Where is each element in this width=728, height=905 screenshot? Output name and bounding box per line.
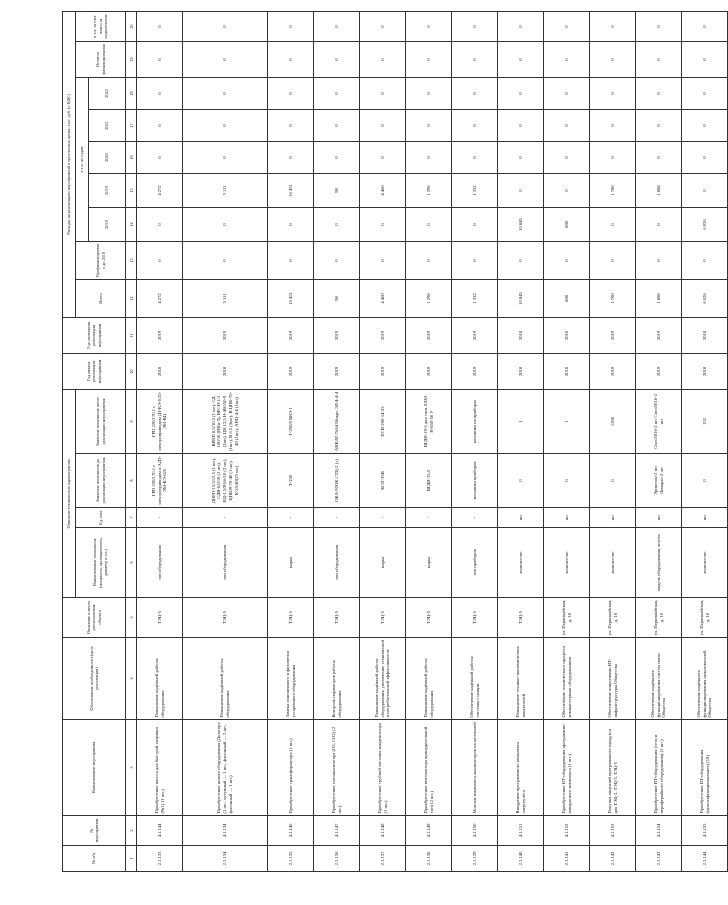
row-remaining: 0 <box>682 42 728 78</box>
row-2019: 4 460 <box>360 174 406 208</box>
row-number: 2.1.135 <box>268 846 314 872</box>
header-tech-param-name: Наименование показателя (мощность, протяженность, диаметр и т.п.) <box>76 528 126 598</box>
row-year-end: 2019 <box>183 318 268 354</box>
row-connection: 0 <box>636 11 682 41</box>
row-param-name: марка <box>268 528 314 598</box>
row-2021: 0 <box>498 110 544 142</box>
row-total: 688 <box>544 280 590 318</box>
header-year-2022: 2022 <box>89 78 126 110</box>
row-unit: - <box>452 508 498 528</box>
column-number: 13 <box>126 242 137 280</box>
header-name: Наименование мероприятия <box>63 720 126 816</box>
row-2020: 0 <box>406 142 452 174</box>
row-justification: Повышение надёжной работы оборудования <box>137 638 183 720</box>
row-before: ОКА-92ОК СТЦ-2 (т) <box>314 454 360 508</box>
row-before: механика приборов <box>452 454 498 508</box>
row-param-name: тип оборудования <box>314 528 360 598</box>
row-2021: 0 <box>183 110 268 142</box>
row-2018: 0 <box>636 208 682 242</box>
row-2019: 3 111 <box>183 174 268 208</box>
row-unit: - <box>137 508 183 528</box>
row-year-end: 2018 <box>498 318 544 354</box>
column-number: 5 <box>126 598 137 638</box>
row-before: КСП-35В <box>360 454 406 508</box>
row-total: 1 332 <box>452 280 498 318</box>
table-row <box>636 11 682 871</box>
table-row <box>268 11 314 871</box>
row-2021: 0 <box>137 110 183 142</box>
column-number: 20 <box>126 11 137 41</box>
header-code: № мероприятия <box>63 816 126 846</box>
row-number: 2.1.144 <box>682 846 728 872</box>
row-remaining: 0 <box>360 42 406 78</box>
row-financed-before: 0 <box>590 242 636 280</box>
row-remaining: 0 <box>314 42 360 78</box>
row-financed-before: 0 <box>314 242 360 280</box>
header-location: Описание и место расположения объекта <box>63 598 126 638</box>
row-name: Приобретение трансформатора (1 шт.) <box>268 720 314 816</box>
row-remaining: 0 <box>137 42 183 78</box>
header-year-2019: 2019 <box>89 174 126 208</box>
row-year-end: 2019 <box>452 318 498 354</box>
row-year-start: 2019 <box>268 354 314 390</box>
column-number-row <box>126 11 137 871</box>
row-connection: 0 <box>183 11 268 41</box>
row-2018: 0 <box>360 208 406 242</box>
row-before: Т-250 <box>268 454 314 508</box>
row-financed-before: 0 <box>636 242 682 280</box>
row-2021: 0 <box>360 110 406 142</box>
row-connection: 0 <box>544 11 590 41</box>
header-year-2020: 2020 <box>89 142 126 174</box>
row-param-name: тип оборудования <box>183 528 268 598</box>
row-2020: 0 <box>137 142 183 174</box>
table-row <box>498 11 544 871</box>
row-before: ГРП 220/170.1 с электроприводом и АДЗ-ЭМ-КЭ-025 <box>137 454 183 508</box>
row-param-name: количество <box>544 528 590 598</box>
header-tech-before: Значение показателя до реализации мероприятия <box>76 454 126 508</box>
row-2018: 0 <box>406 208 452 242</box>
row-code: 4.1.155 <box>682 816 728 846</box>
header-remaining: Остаток финансирования <box>76 42 126 78</box>
header-year-end: Год окончания реализации мероприятия <box>63 318 126 354</box>
row-2022: 0 <box>636 78 682 110</box>
row-number: 2.1.133 <box>137 846 183 872</box>
table-body <box>137 11 728 871</box>
row-name: Приобретение трубной системы конденсатора (1 шт.) <box>360 720 406 816</box>
column-number: 16 <box>126 142 137 174</box>
row-2021: 0 <box>314 110 360 142</box>
row-location: ТЭЦ-5 <box>183 598 268 638</box>
row-remaining: 0 <box>268 42 314 78</box>
row-financed-before: 0 <box>183 242 268 280</box>
row-param-name: тип приборов <box>452 528 498 598</box>
row-name: Приобретение ИТ-оборудования программно-аппаратного комплекса (1 шт.) <box>544 720 590 816</box>
row-financed-before: 0 <box>682 242 728 280</box>
row-2020: 0 <box>590 142 636 174</box>
row-after: ВРНП 8,5/10,5 (1 шт), СД 160/10 (ННн-3), ВРСН-1/1 (2шт), ЦН 12,5 Н-400/50-9 (1шт), В 6,5 (3шт), В ЦНК-70-40 (1шт), АНЦ-4-4 (1шт) <box>183 390 268 454</box>
row-2021: 0 <box>268 110 314 142</box>
row-number: 2.1.138 <box>406 846 452 872</box>
row-name: Приобретение ИТ-оборудования (мультифункциональное) (18) <box>682 720 728 816</box>
row-2018: 6 026 <box>682 208 728 242</box>
column-number: 15 <box>126 174 137 208</box>
header-incl-connection: в т.ч. за счет платы за подключение <box>76 11 126 41</box>
column-number: 18 <box>126 78 137 110</box>
column-number: 8 <box>126 454 137 508</box>
row-2018: 0 <box>137 208 183 242</box>
row-2020: 0 <box>498 142 544 174</box>
table-row <box>452 11 498 871</box>
row-unit: шт <box>636 508 682 528</box>
row-year-end: 2019 <box>590 318 636 354</box>
row-2018: 0 <box>452 208 498 242</box>
row-after: ПСВ-200-14-23 <box>360 390 406 454</box>
row-before: ВГДН-15,5 <box>406 454 452 508</box>
row-unit: - <box>183 508 268 528</box>
row-2020: 0 <box>183 142 268 174</box>
row-2021: 0 <box>682 110 728 142</box>
column-number: 14 <box>126 208 137 242</box>
row-number: 2.1.143 <box>636 846 682 872</box>
row-param-name: модель оборудования, кол-во <box>636 528 682 598</box>
row-name: Приобретение вентилятора принудительной тяги (2 шт.) <box>406 720 452 816</box>
row-year-end: 2019 <box>360 318 406 354</box>
row-2021: 0 <box>452 110 498 142</box>
row-code: 4.1.147 <box>314 816 360 846</box>
row-after: ВГДН-19-5 для тяги АХМ Н-850-50 У <box>406 390 452 454</box>
row-year-start: 2019 <box>360 354 406 390</box>
row-justification: Повышение надёжной работы оборудования <box>183 638 268 720</box>
row-remaining: 0 <box>544 42 590 78</box>
row-2019: 98 <box>314 174 360 208</box>
row-justification: Обеспечение надёжной работы системы станции <box>452 638 498 720</box>
row-after: Т-250/0 ВЯЭ-1 <box>268 390 314 454</box>
column-number: 1 <box>126 846 137 872</box>
row-year-end: 2018 <box>682 318 728 354</box>
row-after: 1 <box>544 390 590 454</box>
row-number: 2.1.134 <box>183 846 268 872</box>
row-justification: Повышение надёжной работы оборудования <box>406 638 452 720</box>
table-row <box>406 11 452 871</box>
row-total: 98 <box>314 280 360 318</box>
row-justification: Обеспечение надёжного функционирования пользователей Общества <box>682 638 728 720</box>
row-location: ТЭЦ-5 <box>452 598 498 638</box>
header-justification: Обоснование необходимости (цель реализации) <box>63 638 126 720</box>
row-after: механика на приборах <box>452 390 498 454</box>
row-2022: 0 <box>590 78 636 110</box>
rotated-document-page <box>62 14 713 872</box>
row-2019: 1 780 <box>590 174 636 208</box>
table-row <box>137 11 183 871</box>
row-location: ул. Первомайская, д. 10 <box>682 598 728 638</box>
row-after: ГРП 220/170.1 с электроприводом ДЗ-КЭ-0,55-ЭМ-ВЦ <box>137 390 183 454</box>
row-unit: шт <box>590 508 636 528</box>
row-2018: 0 <box>314 208 360 242</box>
table-row <box>360 11 406 871</box>
row-total: 6 026 <box>682 280 728 318</box>
row-justification: Замена изношенного и физически устаревшего оборудования <box>268 638 314 720</box>
row-justification: Обеспечение лицензиями ИТ-инфраструктуры Общества <box>590 638 636 720</box>
row-connection: 0 <box>452 11 498 41</box>
row-number: 2.1.136 <box>314 846 360 872</box>
row-2022: 0 <box>498 78 544 110</box>
row-number: 2.1.137 <box>360 846 406 872</box>
row-year-end: 2019 <box>636 318 682 354</box>
row-name: Внедрение программного комплекса энергоучёта <box>498 720 544 816</box>
row-2020: 0 <box>452 142 498 174</box>
row-justification: Обеспечение технического процесса компьютерным оборудованием <box>544 638 590 720</box>
row-total: 16 451 <box>268 280 314 318</box>
row-2022: 0 <box>360 78 406 110</box>
column-number: 7 <box>126 508 137 528</box>
row-param-name: количество <box>498 528 544 598</box>
row-year-start: 2018 <box>137 354 183 390</box>
row-2021: 0 <box>590 110 636 142</box>
row-number: 2.1.139 <box>452 846 498 872</box>
row-unit: - <box>268 508 314 528</box>
row-2019: 1 332 <box>452 174 498 208</box>
row-unit: шт <box>498 508 544 528</box>
row-2022: 0 <box>682 78 728 110</box>
row-2020: 0 <box>360 142 406 174</box>
table-row <box>590 11 636 871</box>
row-year-start: 2018 <box>544 354 590 390</box>
row-number: 2.1.142 <box>590 846 636 872</box>
header-financed-before: Профинансировано до 2018 <box>76 242 126 280</box>
row-2022: 0 <box>268 78 314 110</box>
header-cost-group: Расходы на реализацию мероприятий в прогнозных ценах, тыс. руб. (с НДС) <box>63 11 76 317</box>
row-before: Эрикссон-2 шт Ломаркс-2 шт <box>636 454 682 508</box>
row-justification: Обеспечение надёжного функционирования систем связи Общества <box>636 638 682 720</box>
row-unit: шт <box>544 508 590 528</box>
row-param-name: марка <box>360 528 406 598</box>
column-number: 9 <box>126 390 137 454</box>
row-2019: 4 272 <box>137 174 183 208</box>
row-2020: 0 <box>544 142 590 174</box>
row-code: 4.1.134 <box>183 816 268 846</box>
row-name: Приобретение ИТ-оборудования (сети и периферийного оборудования) (1 шт.) <box>636 720 682 816</box>
column-number: 10 <box>126 354 137 390</box>
row-number: 2.1.141 <box>544 846 590 872</box>
row-2019: 16 451 <box>268 174 314 208</box>
row-financed-before: 0 <box>360 242 406 280</box>
row-unit: - <box>360 508 406 528</box>
row-remaining: 0 <box>498 42 544 78</box>
row-after: 152 <box>682 390 728 454</box>
row-remaining: 0 <box>590 42 636 78</box>
row-location: ТЭЦ-5 <box>268 598 314 638</box>
row-location: ТЭЦ-5 <box>498 598 544 638</box>
row-name: Монтаж комплекса анализаторов на котельной <box>452 720 498 816</box>
row-after: 1 <box>498 390 544 454</box>
row-2022: 0 <box>314 78 360 110</box>
row-financed-before: 0 <box>406 242 452 280</box>
column-number: 3 <box>126 720 137 816</box>
row-code: 4.1.149 <box>406 816 452 846</box>
row-code: 4.1.146 <box>268 816 314 846</box>
investment-program-table <box>62 11 728 872</box>
row-param-name: количество <box>590 528 636 598</box>
row-name: Приобретение насоса для быстрой заправки (№1) 11 шт.) <box>137 720 183 816</box>
row-number: 2.1.140 <box>498 846 544 872</box>
row-after: Cisco5016-2 шт Cisco5016-2 шт <box>636 390 682 454</box>
row-name: Покупка лицензий программного продукта для ТЭЦ-2, ТЭЦ-3, ТЭЦ-5 <box>590 720 636 816</box>
row-justification: Контроль параметров работы оборудования <box>314 638 360 720</box>
row-financed-before: 0 <box>498 242 544 280</box>
row-total: 1 780 <box>590 280 636 318</box>
row-2022: 0 <box>544 78 590 110</box>
row-remaining: 0 <box>406 42 452 78</box>
row-unit: - <box>314 508 360 528</box>
row-2022: 0 <box>183 78 268 110</box>
row-2019: 1 296 <box>406 174 452 208</box>
row-total: 4 272 <box>137 280 183 318</box>
header-incl-years: в т.ч. по годам <box>76 78 89 242</box>
header-tech-unit: Ед. изм. <box>76 508 126 528</box>
header-tech-after: Значение показателя после реализации мероприятия <box>76 390 126 454</box>
row-2020: 0 <box>682 142 728 174</box>
header-tech-group: Описание технических характеристик <box>63 390 76 598</box>
row-year-start: 2019 <box>314 354 360 390</box>
column-number: 2 <box>126 816 137 846</box>
row-location: ТЭЦ-5 <box>314 598 360 638</box>
row-name: Приобретение газоанализатора (О2, СО2) (2 шт.) <box>314 720 360 816</box>
row-2022: 0 <box>137 78 183 110</box>
row-2018: 0 <box>268 208 314 242</box>
row-year-end: 2019 <box>314 318 360 354</box>
row-2020: 0 <box>314 142 360 174</box>
row-total: 1 888 <box>636 280 682 318</box>
row-code: 4.1.148 <box>360 816 406 846</box>
row-2022: 0 <box>406 78 452 110</box>
row-justification: Повышение надёжной работы оборудования, увеличение технической и потребительской эффективности <box>360 638 406 720</box>
row-total: 3 111 <box>183 280 268 318</box>
row-location: ТЭЦ-5 <box>360 598 406 638</box>
row-before: 0 <box>498 454 544 508</box>
row-remaining: 0 <box>636 42 682 78</box>
row-2019: 0 <box>682 174 728 208</box>
header-year-2018: 2018 <box>89 208 126 242</box>
row-connection: 0 <box>682 11 728 41</box>
header-total: Всего <box>76 280 126 318</box>
row-connection: 0 <box>137 11 183 41</box>
row-connection: 0 <box>268 11 314 41</box>
row-connection: 0 <box>498 11 544 41</box>
row-total: 4 460 <box>360 280 406 318</box>
table-row <box>544 11 590 871</box>
row-financed-before: 0 <box>452 242 498 280</box>
row-justification: Повышение технико-экономических показателей <box>498 638 544 720</box>
header-year-2021: 2021 <box>89 110 126 142</box>
row-total: 10 845 <box>498 280 544 318</box>
row-2018: 0 <box>590 208 636 242</box>
row-2019: 0 <box>544 174 590 208</box>
column-number: 12 <box>126 280 137 318</box>
row-2018: 0 <box>183 208 268 242</box>
row-2019: 0 <box>498 174 544 208</box>
header-no: № п/п <box>63 846 126 872</box>
row-before: ДНРП-13,5/12,5 (1 шт), СДВ-6,0/18 (1 шт), НД-1,5/Р,6/6/10 (2 шт), ЦНЮ9-70-40 (1 шт), К-25/40(25 шт) <box>183 454 268 508</box>
row-year-end: 2018 <box>544 318 590 354</box>
row-2022: 0 <box>452 78 498 110</box>
row-unit: шт <box>682 508 728 528</box>
row-after: АНКАТ-7664 Микро ЭЛ-4-4-4 <box>314 390 360 454</box>
row-location: ТЭЦ-5 <box>406 598 452 638</box>
row-code: 4.1.152 <box>544 816 590 846</box>
column-number: 4 <box>126 638 137 720</box>
row-2021: 0 <box>544 110 590 142</box>
row-location: ул. Первомайская, д. 10 <box>544 598 590 638</box>
row-year-start: 2018 <box>682 354 728 390</box>
row-year-start: 2018 <box>183 354 268 390</box>
row-year-start: 2019 <box>590 354 636 390</box>
row-2021: 0 <box>406 110 452 142</box>
table-row <box>682 11 728 871</box>
row-financed-before: 0 <box>268 242 314 280</box>
column-number: 6 <box>126 528 137 598</box>
row-connection: 0 <box>314 11 360 41</box>
row-before: 0 <box>590 454 636 508</box>
row-year-start: 2018 <box>498 354 544 390</box>
row-2018: 10 845 <box>498 208 544 242</box>
row-connection: 0 <box>406 11 452 41</box>
row-2020: 0 <box>636 142 682 174</box>
row-before: 0 <box>544 454 590 508</box>
row-year-start: 2019 <box>406 354 452 390</box>
row-year-start: 2019 <box>636 354 682 390</box>
row-total: 1 296 <box>406 280 452 318</box>
row-connection: 0 <box>590 11 636 41</box>
column-number: 19 <box>126 42 137 78</box>
row-param-name: количество <box>682 528 728 598</box>
row-year-end: 2019 <box>137 318 183 354</box>
row-param-name: марка <box>406 528 452 598</box>
header-year-start: Год начала реализации мероприятия <box>63 354 126 390</box>
table-row <box>183 11 268 871</box>
row-connection: 0 <box>360 11 406 41</box>
row-location: ул. Первомайская, д. 10 <box>590 598 636 638</box>
column-number: 17 <box>126 110 137 142</box>
row-name: Приобретение нового оборудования (Дозатора (1 шт., чугунный — 1 шт., фасонный — 2 шт., фасонный — 1 шт.) <box>183 720 268 816</box>
row-year-start: 2019 <box>452 354 498 390</box>
row-unit: - <box>406 508 452 528</box>
row-code: 4.1.150 <box>452 816 498 846</box>
row-before: 0 <box>682 454 728 508</box>
row-after: 1200 <box>590 390 636 454</box>
column-number: 11 <box>126 318 137 354</box>
row-remaining: 0 <box>183 42 268 78</box>
row-2021: 0 <box>636 110 682 142</box>
table-row <box>314 11 360 871</box>
row-code: 4.1.144 <box>137 816 183 846</box>
row-year-end: 2019 <box>406 318 452 354</box>
row-2020: 0 <box>268 142 314 174</box>
row-code: 4.1.154 <box>636 816 682 846</box>
row-location: ТЭЦ-5 <box>137 598 183 638</box>
row-2018: 688 <box>544 208 590 242</box>
row-code: 4.1.151 <box>498 816 544 846</box>
row-financed-before: 0 <box>137 242 183 280</box>
row-code: 4.1.153 <box>590 816 636 846</box>
row-location: ул. Первомайская, д. 10 <box>636 598 682 638</box>
row-year-end: 2019 <box>268 318 314 354</box>
row-financed-before: 0 <box>544 242 590 280</box>
row-2019: 1 888 <box>636 174 682 208</box>
row-param-name: тип оборудования <box>137 528 183 598</box>
row-remaining: 0 <box>452 42 498 78</box>
